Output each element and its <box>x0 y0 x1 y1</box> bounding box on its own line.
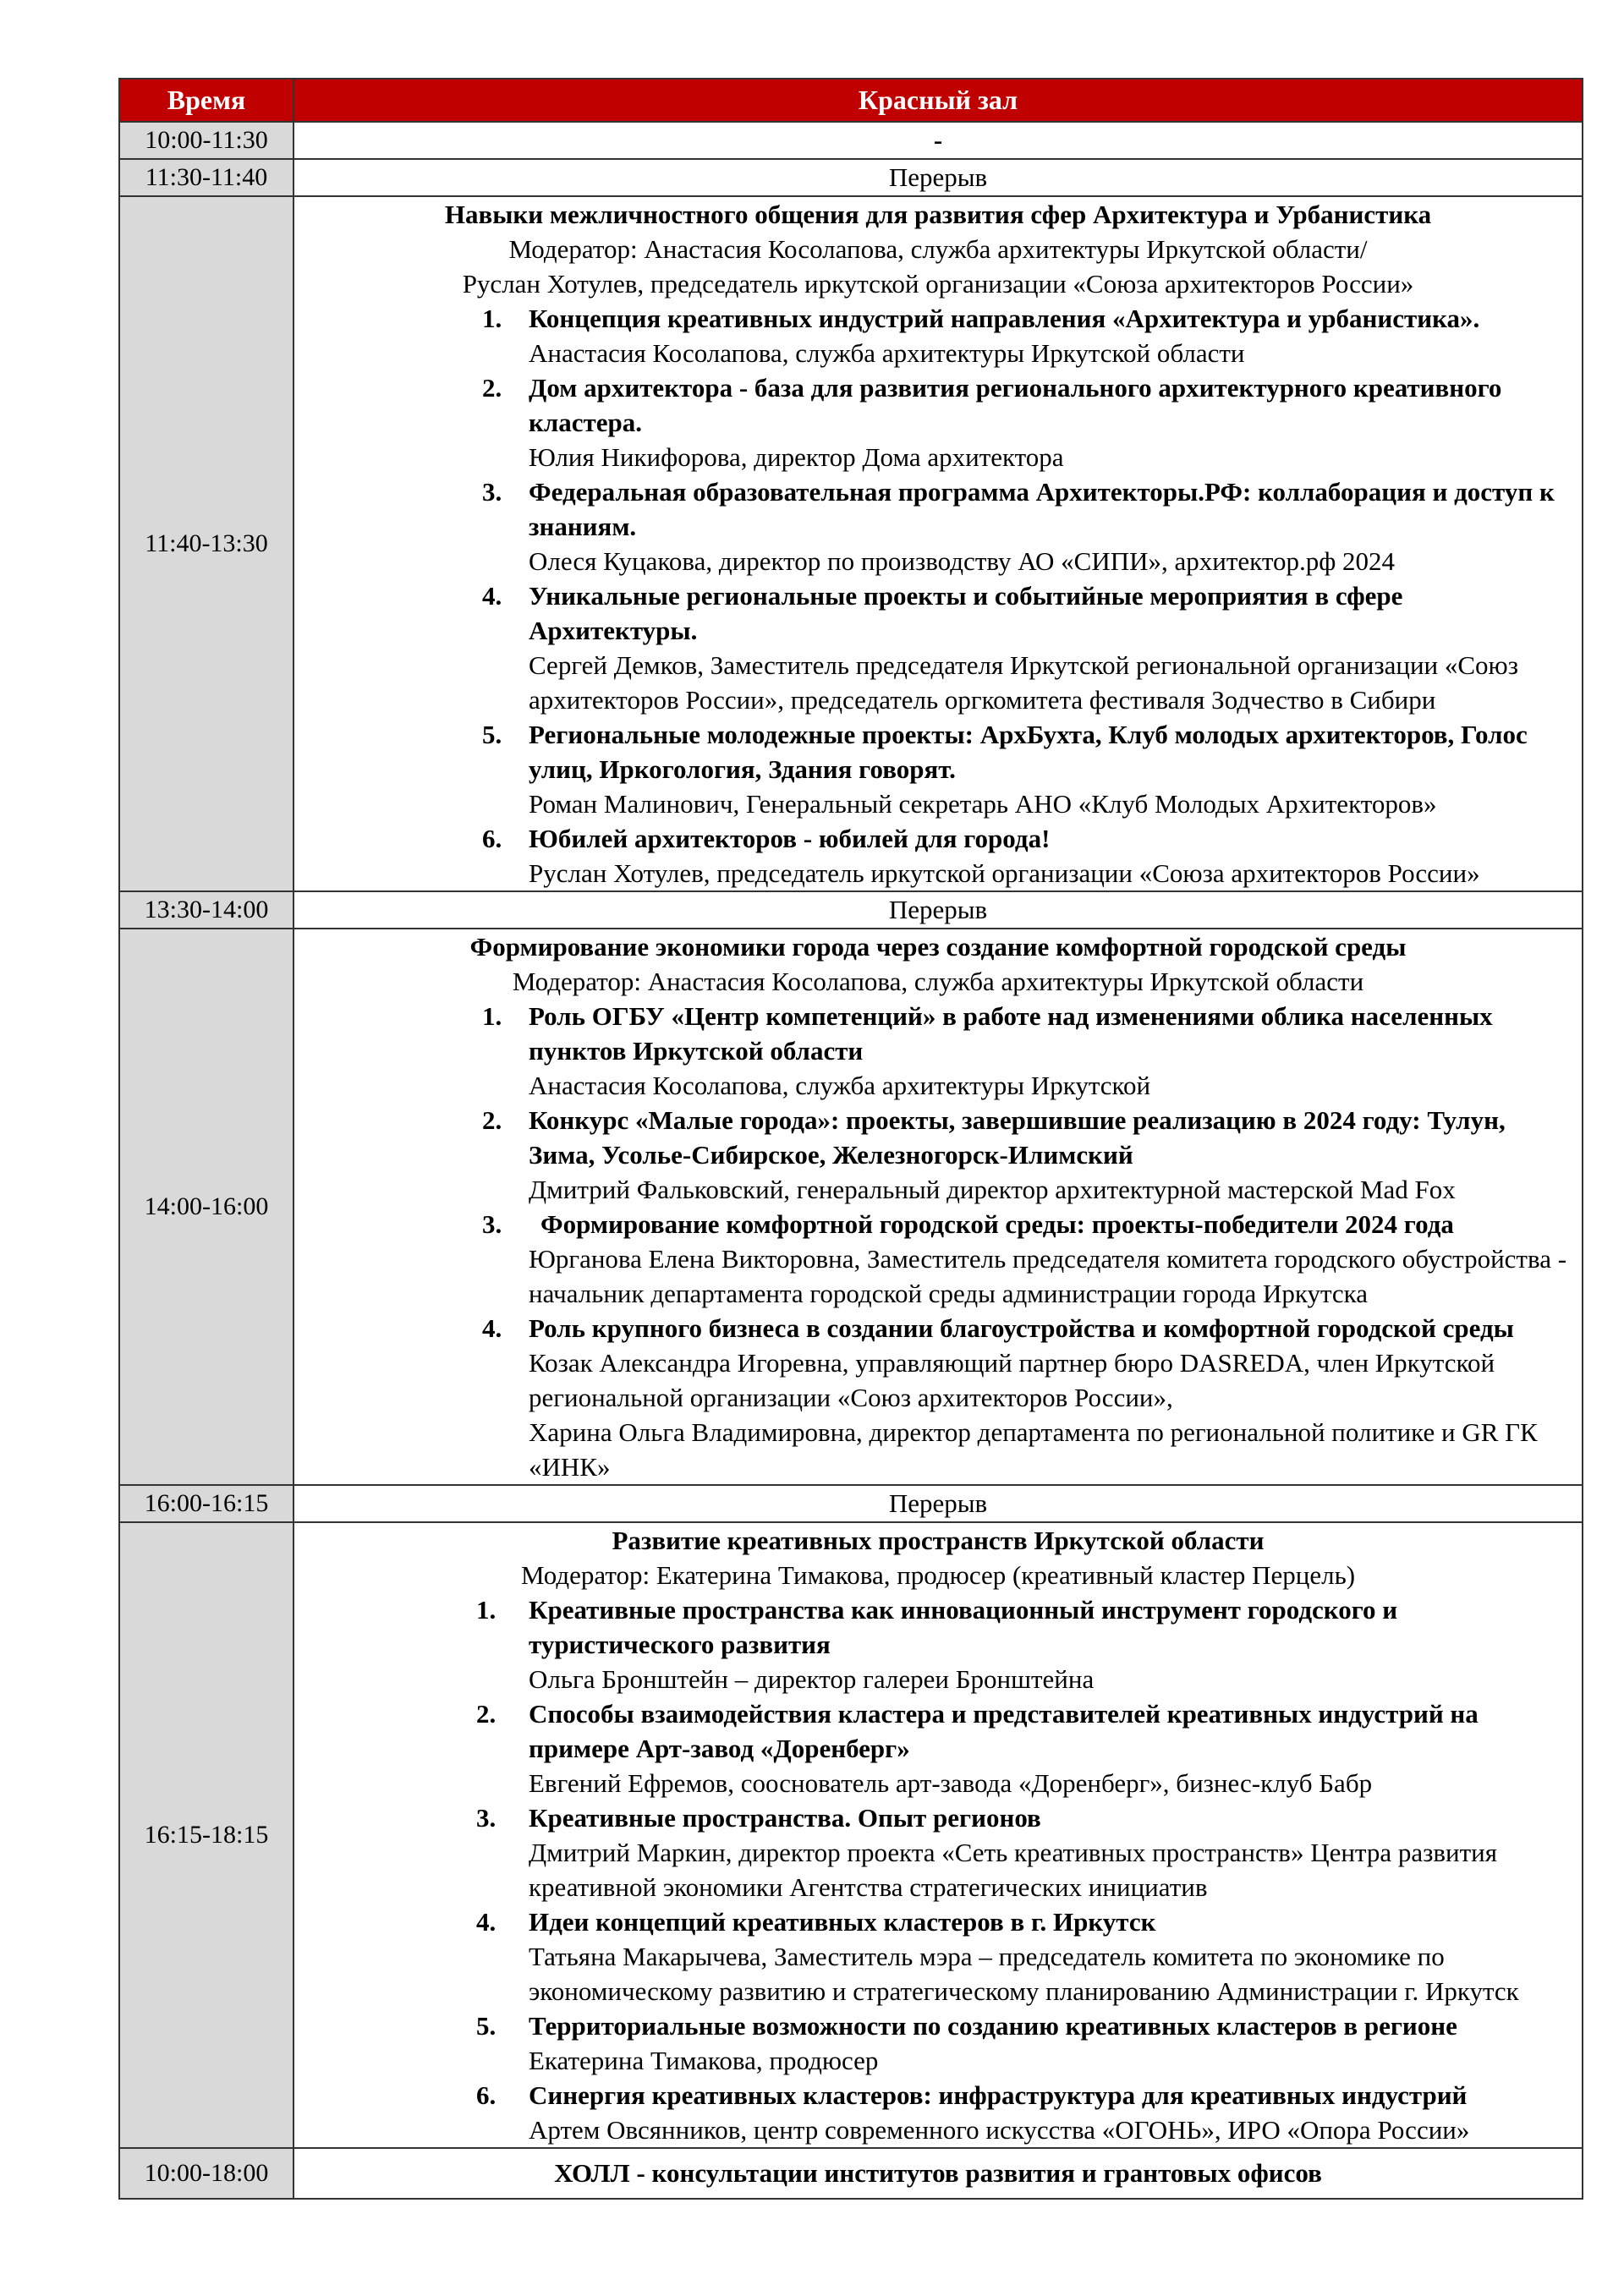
talk-number: 3. <box>482 1209 502 1239</box>
talk-title-line: улиц, Иркогология, Здания говорят. <box>529 754 956 784</box>
talk-title-line: Региональные молодежные проекты: АрхБухта, Клуб молодых архитекторов, Голос <box>529 720 1528 749</box>
session-row <box>119 1522 1583 2148</box>
session-cell <box>294 196 1583 891</box>
talk-title-line: Дом архитектора - база для развития регионального архитектурного креативного <box>529 373 1502 403</box>
speaker-line: Олеся Куцакова, директор по производству АО «СИПИ», архитектор.рф 2024 <box>529 546 1396 576</box>
time-cell: 10:00-11:30 <box>119 122 294 159</box>
talk-item <box>294 1592 1582 1696</box>
speaker-line: начальник департамента городской среды администрации города Иркутска <box>529 1279 1369 1308</box>
talk-title-line: туристического развития <box>529 1630 831 1659</box>
talk-title-line: Юбилей архитекторов - юбилей для города! <box>529 824 1051 853</box>
talk-title-line: Креативные пространства. Опыт регионов <box>529 1803 1041 1833</box>
talk-number: 3. <box>476 1803 497 1833</box>
table-row <box>119 159 1583 196</box>
speaker-line: Дмитрий Фальковский, генеральный директор архитектурной мастерской Mad Fox <box>529 1175 1456 1204</box>
talk-title-line: знаниям. <box>529 512 637 541</box>
talk-number: 6. <box>482 824 502 853</box>
talk-list <box>294 1592 1582 2147</box>
talk-number: 5. <box>476 2011 497 2041</box>
speaker-line: Татьяна Макарычева, Заместитель мэра – председатель комитета по экономике по <box>529 1942 1445 1971</box>
talk-number: 2. <box>476 1699 497 1729</box>
session-cell <box>294 1522 1583 2148</box>
talk-item <box>294 999 1582 1103</box>
hall-cell: ХОЛЛ - консультации институтов развития и грантовых офисов <box>294 2148 1583 2199</box>
break-cell: Перерыв <box>294 891 1583 929</box>
speaker-line: Екатерина Тимакова, продюсер <box>529 2046 879 2075</box>
room-column-header: Красный зал <box>294 79 1583 122</box>
speaker-line: Анастасия Косолапова, служба архитектуры Иркутской <box>529 1071 1151 1100</box>
talk-item <box>294 301 1582 370</box>
speaker-line: креативной экономики Агентства стратегических инициатив <box>529 1872 1208 1902</box>
talk-item <box>294 821 1582 890</box>
speaker-line: региональной организации «Союз архитекторов России», <box>529 1383 1173 1412</box>
moderator-line: Модератор: Анастасия Косолапова, служба архитектуры Иркутской области/ <box>508 234 1368 264</box>
moderator-line: Руслан Хотулев, председатель иркутской организации «Союза архитекторов России» <box>462 269 1414 299</box>
speaker-line: Козак Александра Игоревна, управляющий партнер бюро DASREDA, член Иркутской <box>529 1348 1495 1378</box>
speaker-line: архитекторов России», председатель оргкомитета фестиваля Зодчество в Сибири <box>529 685 1436 715</box>
session-row <box>119 929 1583 1485</box>
time-cell: 13:30-14:00 <box>119 891 294 929</box>
talk-number: 1. <box>482 304 502 333</box>
speaker-line: Юлия Никифорова, директор Дома архитектора <box>529 442 1064 472</box>
time-cell: 10:00-18:00 <box>119 2148 294 2199</box>
talk-item <box>294 2078 1582 2147</box>
talk-item <box>294 370 1582 474</box>
speaker-line: Евгений Ефремов, сооснователь арт-завода «Доренберг», бизнес-клуб Бабр <box>529 1768 1373 1798</box>
talk-title-line: Идеи концепций креативных кластеров в г. Иркутск <box>529 1907 1156 1937</box>
talk-number: 2. <box>482 1105 502 1135</box>
talk-number: 5. <box>482 720 502 749</box>
talk-title-line: Формирование комфортной городской среды: проекты-победители 2024 года <box>540 1209 1454 1239</box>
speaker-line: Роман Малинович, Генеральный секретарь АНО «Клуб Молодых Архитекторов» <box>529 789 1437 819</box>
talk-item <box>294 1103 1582 1207</box>
talk-number: 4. <box>482 581 502 611</box>
table-row <box>119 122 1583 159</box>
talk-number: 4. <box>476 1907 497 1937</box>
talk-number: 4. <box>482 1313 502 1343</box>
time-cell: 16:15-18:15 <box>119 1522 294 2148</box>
break-cell: Перерыв <box>294 1485 1583 1522</box>
talk-title-line: Архитектуры. <box>529 616 698 645</box>
time-cell: 11:40-13:30 <box>119 196 294 891</box>
talk-title-line: Роль крупного бизнеса в создании благоустройства и комфортной городской среды <box>529 1313 1514 1343</box>
moderator-line: Модератор: Анастасия Косолапова, служба архитектуры Иркутской области <box>512 967 1364 996</box>
speaker-line: Ольга Бронштейн – директор галереи Бронштейна <box>529 1664 1095 1694</box>
talk-number: 3. <box>482 477 502 507</box>
talk-number: 1. <box>482 1001 502 1031</box>
table-row <box>119 891 1583 929</box>
talk-item <box>294 578 1582 717</box>
talk-title-line: Территориальные возможности по созданию креативных кластеров в регионе <box>529 2011 1457 2041</box>
time-cell: 14:00-16:00 <box>119 929 294 1485</box>
talk-item <box>294 2008 1582 2078</box>
speaker-line: Харина Ольга Владимировна, директор департамента по региональной политике и GR ГК <box>529 1417 1538 1447</box>
talk-title-line: пунктов Иркутской области <box>529 1036 864 1066</box>
time-column-header: Время <box>119 79 294 122</box>
talk-list <box>294 999 1582 1484</box>
speaker-line: «ИНК» <box>529 1452 611 1482</box>
talk-item <box>294 1311 1582 1484</box>
session-title: Развитие креативных пространств Иркутской области <box>612 1526 1265 1555</box>
talk-title-line: кластера. <box>529 408 642 437</box>
speaker-line: Анастасия Косолапова, служба архитектуры Иркутской области <box>529 338 1245 368</box>
table-row <box>119 2148 1583 2199</box>
talk-title-line: Уникальные региональные проекты и событийные мероприятия в сфере <box>529 581 1403 611</box>
talk-item <box>294 1207 1582 1311</box>
speaker-line: экономическому развитию и стратегическому планированию Администрации г. Иркутск <box>529 1976 1519 2006</box>
time-cell: 11:30-11:40 <box>119 159 294 196</box>
talk-number: 1. <box>476 1595 497 1625</box>
talk-item <box>294 1904 1582 2008</box>
empty-slot: - <box>294 122 1583 159</box>
header-row <box>119 79 1583 122</box>
talk-item <box>294 1800 1582 1904</box>
talk-title-line: Синергия креативных кластеров: инфраструктура для креативных индустрий <box>529 2080 1468 2110</box>
talk-title-line: Роль ОГБУ «Центр компетенций» в работе над изменениями облика населенных <box>529 1001 1493 1031</box>
talk-title-line: Конкурс «Малые города»: проекты, завершившие реализацию в 2024 году: Тулун, <box>529 1105 1506 1135</box>
speaker-line: Сергей Демков, Заместитель председателя Иркутской региональной организации «Союз <box>529 650 1518 680</box>
speaker-line: Руслан Хотулев, председатель иркутской организации «Союза архитекторов России» <box>529 858 1480 888</box>
session-row <box>119 196 1583 891</box>
talk-list <box>294 301 1582 890</box>
schedule-table <box>118 78 1583 2200</box>
session-title: Формирование экономики города через создание комфортной городской среды <box>469 932 1407 962</box>
talk-title-line: Зима, Усолье-Сибирское, Железногорск-Илимский <box>529 1140 1133 1170</box>
talk-title-line: Креативные пространства как инновационный инструмент городского и <box>529 1595 1398 1625</box>
talk-item <box>294 1696 1582 1800</box>
talk-number: 6. <box>476 2080 497 2110</box>
speaker-line: Дмитрий Маркин, директор проекта «Сеть креативных пространств» Центра развития <box>529 1838 1497 1867</box>
talk-number: 2. <box>482 373 502 403</box>
session-title: Навыки межличностного общения для развития сфер Архитектура и Урбанистика <box>444 200 1432 229</box>
speaker-line: Артем Овсянников, центр современного искусства «ОГОНЬ», ИРО «Опора России» <box>529 2115 1470 2145</box>
talk-item <box>294 717 1582 821</box>
talk-item <box>294 474 1582 578</box>
table-row <box>119 1485 1583 1522</box>
moderator-line: Модератор: Екатерина Тимакова, продюсер (креативный кластер Перцель) <box>520 1560 1356 1590</box>
time-cell: 16:00-16:15 <box>119 1485 294 1522</box>
speaker-line: Юрганова Елена Викторовна, Заместитель председателя комитета городского обустройства - <box>529 1244 1567 1274</box>
talk-title-line: Федеральная образовательная программа Архитекторы.РФ: коллаборация и доступ к <box>529 477 1555 507</box>
session-cell <box>294 929 1583 1485</box>
talk-title-line: Способы взаимодействия кластера и представителей креативных индустрий на <box>529 1699 1479 1729</box>
talk-title-line: примере Арт-завод «Доренберг» <box>529 1734 910 1763</box>
break-cell: Перерыв <box>294 159 1583 196</box>
talk-title-line: Концепция креативных индустрий направления «Архитектура и урбанистика». <box>529 304 1480 333</box>
